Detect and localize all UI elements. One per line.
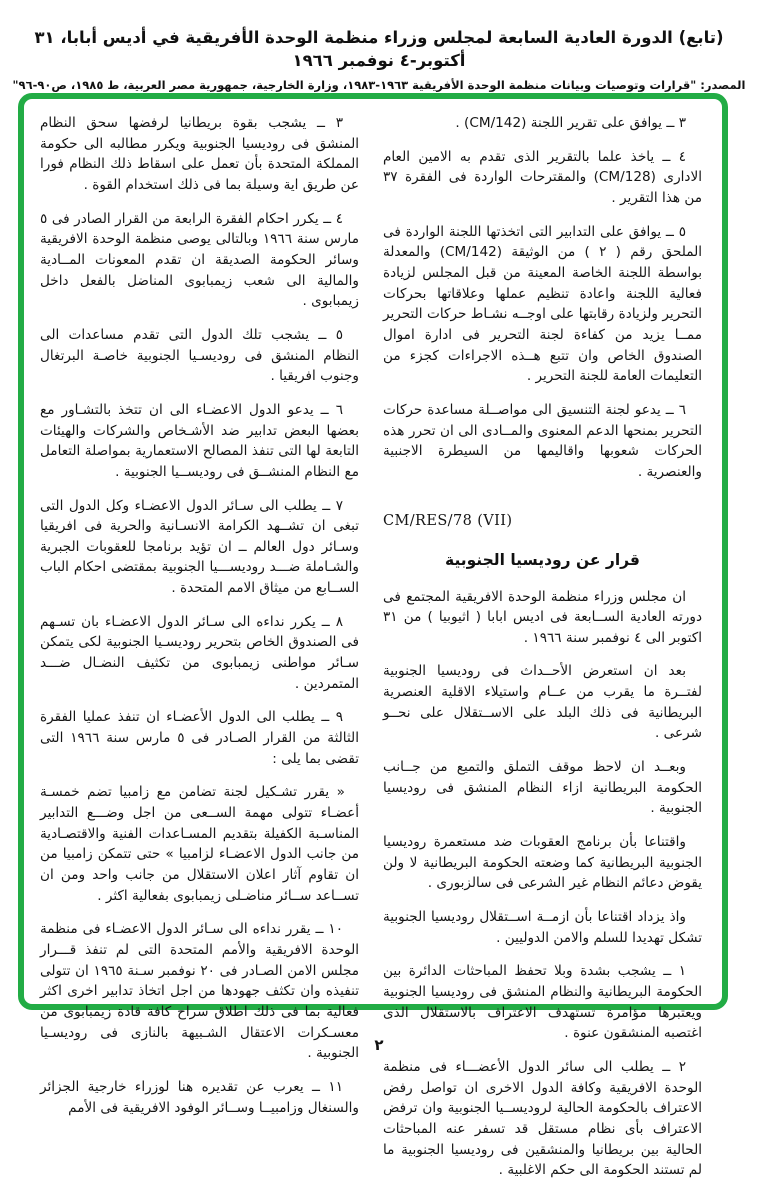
paragraph: ٨ ــ يكرر نداءه الى سـائر الدول الاعضـاء بان تسـهم فى الصندوق الخاص بتحرير روديسـيا الجنوبية لكى يتمكن سـائر مواطنى زيمبابوى من تكثيف النضـال ضـــد المتمردين . — [40, 613, 359, 692]
two-column-layout — [40, 113, 703, 1179]
resolution-code: CM/RES/78 (VII) — [383, 512, 513, 529]
paragraph: ٣ ــ يوافق على تقرير اللجنة (CM/142) . — [455, 115, 686, 131]
paragraph: ٤ ــ ياخذ علما بالتقرير الذى تقدم به الامين العام الادارى (CM/128) والمقترحات الواردة فى الفقرة ٣٧ من هذا التقرير . — [383, 148, 702, 206]
green-border-box — [18, 93, 728, 1179]
column-left — [40, 113, 359, 1116]
document-source-line: المصدر: "قرارات وتوصيات وبيانات منظمة الوحدة الأفريقية ١٩٦٣-١٩٨٣، وزارة الخارجية، جمهورية مصر العربية، ط ١٩٨٥، ص٩٠-٩٦" — [12, 78, 746, 93]
paragraph: واذ يزداد اقتناعا بأن ازمــة اســتقلال روديسيا الجنوبية تشكل تهديدا للسلم والامن الدوليين . — [383, 909, 702, 946]
document-title: (تابع) الدورة العادية السابعة لمجلس وزراء منظمة الوحدة الأفريقية في أديس أبابا، ٣١ أكتوبر-٤ نوفمبر ١٩٦٦ — [34, 28, 724, 71]
paragraph: ٣ ــ يشجب بقوة بريطانيا لرفضها سحق النظام المنشق فى روديسيا الجنوبية ويكرر مطالبه الى حكومة المملكة المتحدة بأن تعمل على اسقاط ذلك النظام فورا عن طريق اية وسيلة بما فى ذلك استخدام القوة . — [40, 115, 359, 193]
paragraph: ١١ ــ يعرب عن تقديره هنا لوزراء خارجية الجزائر والسنغال وزامبيــا وســائر الوفود الافريقية فى الأمم — [40, 1078, 359, 1116]
paragraph: بعد ان استعرض الأحــداث فى روديسيا الجنوبية لفتــرة ما يقرب من عــام واستيلاء الاقلية العنصرية البريطانية فى ذلك البلد على الاســتقلال على نحــو شرعى . — [383, 663, 702, 742]
paragraph: ٤ ــ يكرر احكام الفقرة الرابعة من القرار الصادر فى ٥ مارس سنة ١٩٦٦ وبالتالى يوصى منظمة الوحدة الافريقية وسائر الحكومة الصديقة ان تقدم المعونات المــادية والمالية الى شعب زيمبابوى المناضل بالفعل داخل زيمبابوى . — [40, 210, 359, 310]
paragraph: واقتناعا بأن برنامج العقوبات ضد مستعمرة روديسيا الجنوبية البريطانية كما وضعته الحكومة البريطانية لا ولن يقوض دعائم النظام غير الشرعى فى سالزبورى . — [383, 834, 702, 892]
document-header — [0, 26, 758, 92]
page-number: ٢ — [374, 1036, 384, 1054]
paragraph: ٥ ــ يشجب تلك الدول التى تقدم مساعدات الى النظام المنشق فى روديسـيا الجنوبية خاصـة البرتغال وجنوب افريقيا . — [40, 326, 359, 385]
paragraph: وبعــد ان لاحظ موقف التملق والتميع من جــانب الحكومة البريطانية ازاء النظام المنشق فى روديسيا الجنوبية . — [383, 759, 702, 817]
paragraph: ان مجلس وزراء منظمة الوحدة الافريقية المجتمع فى دورته العادية الســابعة فى اديس ابابا ( اثيوبيا ) من ٣١ اكتوبر الى ٤ نوفمبر سنة ١٩٦٦ . — [383, 588, 702, 646]
paragraph: ١ ــ يشجب بشدة وبلا تحفظ المباحثات الدائرة بين الحكومة البريطانية والنظام المنشق فى روديسيا الجنوبية ويعتبرها مؤامرة تستهدف الاعتراف بالاستقلال الذى اغتصبه المنشقون عنوة . — [383, 963, 702, 1042]
paragraph: ٩ ــ يطلب الى الدول الأعضـاء ان تنفذ عمليا الفقرة الثالثة من القرار الصـادر فى ٥ مارس سنة ١٩٦٦ التى تقضى بما يلى : — [40, 709, 359, 767]
resolution-heading: قرار عن روديسيا الجنوبية — [445, 550, 640, 569]
paragraph: ١٠ ــ يقرر نداءه الى سـائر الدول الاعضـاء فى منظمة الوحدة الافريقية والأمم المتحدة التى لم تنفذ قـــرار مجلس الامن الصـادر فى ٢٠ نوفمبر سـنة ١٩٦٥ ان تتولى تنفيذه وان تكثف جهودها من اجل اتخاذ تدابير اخرى اكثر فعالية بما فى ذلك اطلاق سراح كافة قادة زيمبابوى من معسـكرات الاعتقال الشـبيهة بالنازى فى روديسـيا الجنوبية . — [40, 921, 359, 1062]
paragraph: ٧ ــ يطلب الى سـائر الدول الاعضـاء وكل الدول التى تبغى ان تشــهد الكرامة الانسـانية والحرية فى افريقيا وسـائر دول العالم ــ ان تؤيد برنامجا للعقوبات الجبرية والشـاملة ضـــد روديســـيا الجنوبية بمقتضى احكام الباب الســابع من ميثاق الامم المتحدة . — [40, 497, 359, 597]
paragraph: ٢ ــ يطلب الى سائر الدول الأعضـــاء فى منظمة الوحدة الافريقية وكافة الدول الاخرى ان تواصل رفض الاعتراف بالحكومة الحالية لروديســيا الجنوبية وان ترفض الاعتراف بأى نظام مستقل قد تسفر عنه المباحثات الحالية بين بريطانيا والمنشقين فى روديسيا الجنوبية ما لم تستند الحكومة الى حكم الاغلبية . — [383, 1058, 702, 1179]
paragraph: ٦ ــ يدعو لجنة التنسيق الى مواصــلة مساعدة حركات التحرير بمنحها الدعم المعنوى والمــادى الى ان تحرر هذه الحركات شعوبها واقاليمها من السيطرة الاجنبية والعنصرية . — [383, 401, 702, 480]
paragraph: ٦ ــ يدعو الدول الاعضـاء الى ان تتخذ بالتشـاور مع بعضها البعض تدابير ضد الأشـخاص والشركات والهيئات التابعة لها التى تنفذ المصالح الاستعمارية بمواصلة التعامل مع النظام المنشــق فى روديســيا الجنوبية . — [40, 401, 359, 480]
column-right — [383, 113, 703, 1179]
paragraph: ٥ ــ يوافق على التدابير التى اتخذتها اللجنة الواردة فى الملحق رقم ( ٢ ) من الوثيقة (CM/142) والمعدلة بواسطة اللجنة الخاصة المعينة من قبل المجلس لزيادة فعالية اللجنة واعادة تنظيم عملها وعلاقاتها بحركات التحرير ولزيادة رقابتها على اوجــه نشـاط حركات التحرير ممــا يزيد من كفاءة لجنة التحرير فى ادارة اموال الصندوق الخاص وان تتبع هــذه الاجراءات كجزء من التعليمات العامة للجنة التحرير . — [383, 223, 703, 385]
quoted-paragraph: « يقرر تشـكيل لجنة تضامن مع زامبيا تضم خمسـة أعضـاء تتولى مهمة الســعى من اجل وضـــع التدابير المناسـبة الكفيلة بتقديم المسـاعدات الفنية والاقتصـادية من جانب الدول الاعضـاء لزامبيا » حتى تتمكن زامبيا من ان تقاوم آثار اعلان الاستقلال من جانب واحد ومن ان تســاعد ســائر مناضـلى زيمبابوى بفعالية اكثر . — [40, 784, 359, 904]
